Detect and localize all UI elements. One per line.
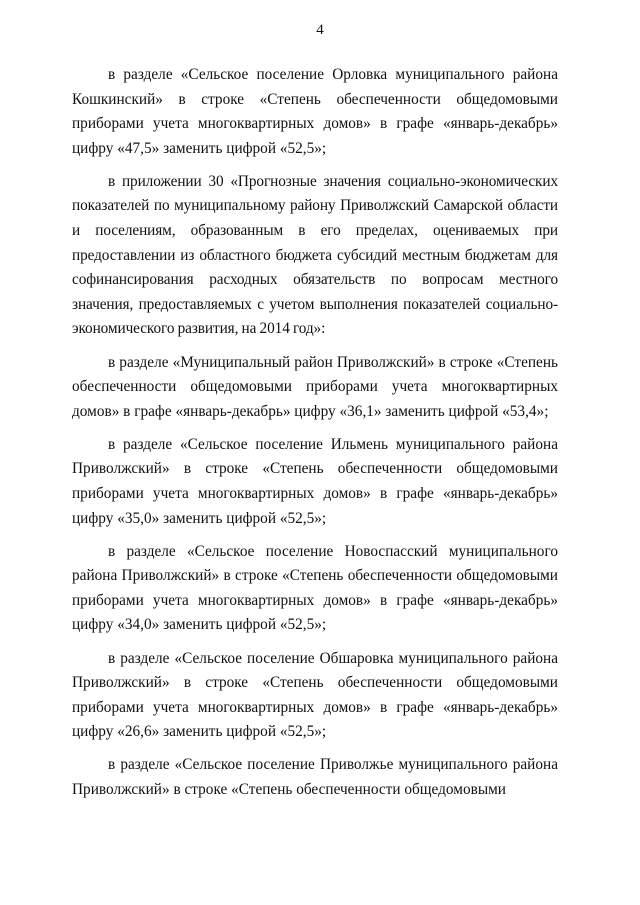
paragraph-privolzhsky-district: в разделе «Муниципальный район Приволжский» в строке «Степень обеспеченности общедомовыми приборами учета многоквартирных домов» в графе «январь-декабрь» цифру «36,1» заменить цифрой «53,4»;: [72, 353, 558, 420]
paragraph-novospassky: в разделе «Сельское поселение Новоспасский муниципального района Приволжский» в строке «Степень обеспеченности общедомовыми приборами учета многоквартирных домов» в графе «январь-декабрь» цифру «34,0» заменить цифрой «52,5»;: [72, 542, 558, 634]
page-number: 4: [316, 22, 324, 38]
paragraph-orlovka: в разделе «Сельское поселение Орловка муниципального района Кошкинский» в строке «Степень обеспеченности общедомовыми приборами учета многоквартирных домов» в графе «январь-декабрь» цифру «47,5» заменить цифрой «52,5»;: [72, 66, 558, 157]
paragraph-privolzhye: в разделе «Сельское поселение Приволжье муниципального района Приволжский» в строке «Степень обеспеченности общедомовыми: [72, 756, 558, 799]
paragraph-appendix-30: в приложении 30 «Прогнозные значения социально-экономических показателей по муниципальному району Приволжский Самарской области и поселениям, образованным в его пределах, оцениваемых при предоставлении из областного бюджета субсидий местным бюджетам для софинансирования расходных обязательств по вопросам местного значения, предоставляемых с учетом выполнения показателей социально-экономического развития, на 2014 год»:: [72, 172, 558, 338]
paragraph-ilmen: в разделе «Сельское поселение Ильмень муниципального района Приволжский» в строке «Степень обеспеченности общедомовыми приборами учета многоквартирных домов» в графе «январь-декабрь» цифру «35,0» заменить цифрой «52,5»;: [72, 435, 558, 527]
document-body: [72, 63, 558, 803]
paragraph-obsharovka: в разделе «Сельское поселение Обшаровка муниципального района Приволжский» в строке «Степень обеспеченности общедомовыми приборами учета многоквартирных домов» в графе «январь-декабрь» цифру «26,6» заменить цифрой «52,5»;: [72, 649, 558, 741]
